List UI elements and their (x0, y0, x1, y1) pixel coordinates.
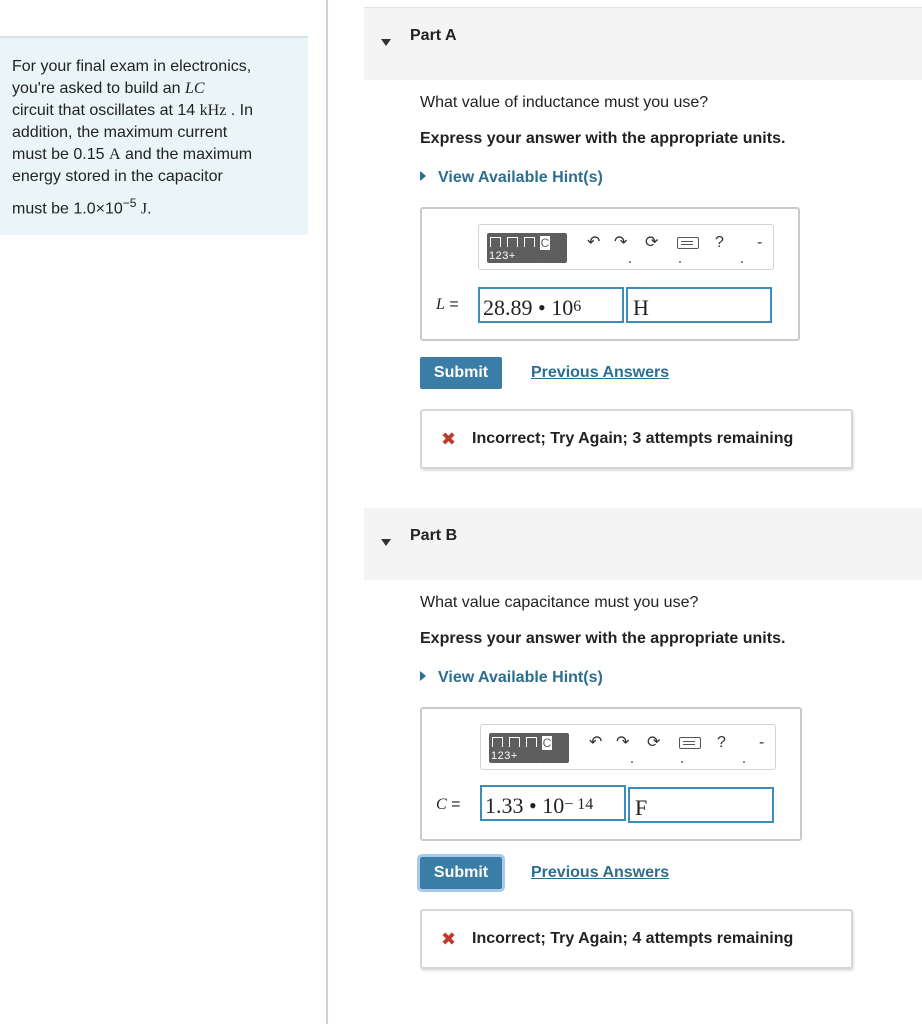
part-a-title: Part A (410, 27, 457, 44)
expand-triangle-icon (420, 671, 426, 681)
part-b-previous-answers-link[interactable]: Previous Answers (531, 864, 670, 881)
intro-line-3: circuit that oscillates at 14 kHz . In (12, 102, 253, 119)
toolbar-dot (741, 261, 743, 263)
part-b-variable-label: C = (436, 796, 461, 813)
expand-triangle-icon (420, 171, 426, 181)
minus-button[interactable]: - (759, 734, 765, 751)
template-cube-icon (507, 237, 518, 247)
toolbar-dot (681, 761, 683, 763)
templates-label: 123+ (491, 750, 518, 762)
toolbar-dot (679, 261, 681, 263)
part-a-variable-label: L = (436, 296, 459, 313)
templates-label: 123+ (489, 250, 516, 262)
help-button[interactable]: ? (717, 734, 726, 751)
hint-label: View Available Hint(s) (438, 669, 603, 686)
collapse-caret-icon[interactable] (381, 539, 391, 546)
math-toolbar (478, 224, 774, 270)
part-b-question: What value capacitance must you use? (420, 594, 699, 611)
part-a-previous-answers-link[interactable]: Previous Answers (531, 364, 670, 381)
templates-button[interactable] (487, 233, 539, 263)
units-button[interactable] (539, 733, 569, 763)
toolbar-dot (629, 261, 631, 263)
part-a-hint-link[interactable] (420, 169, 603, 187)
incorrect-x-icon: ✖ (441, 929, 457, 949)
template-cube-icon (492, 737, 503, 747)
math-toolbar (480, 724, 776, 770)
template-cube-icon (524, 237, 535, 247)
part-b-feedback-text: Incorrect; Try Again; 4 attempts remaining (472, 930, 794, 947)
template-cube-icon (526, 737, 537, 747)
units-button[interactable] (537, 233, 567, 263)
help-button[interactable]: ? (715, 234, 724, 251)
undo-icon[interactable]: ↶ (587, 234, 601, 251)
intro-line-5: must be 0.15 A and the maximum (12, 146, 253, 163)
part-b-answer-box (420, 707, 802, 841)
part-a-instruction: Express your answer with the appropriate units. (420, 130, 786, 147)
reset-icon[interactable]: ⟳ (645, 234, 659, 251)
column-divider (326, 0, 328, 1024)
intro-line-4: addition, the maximum current (12, 124, 228, 141)
part-b-feedback (420, 909, 853, 969)
reset-icon[interactable]: ⟳ (647, 734, 661, 751)
units-label: C (540, 236, 550, 250)
template-cube-icon (509, 737, 520, 747)
collapse-caret-icon[interactable] (381, 39, 391, 46)
intro-line-6: energy stored in the capacitor (12, 168, 223, 185)
part-a-submit-button[interactable]: Submit (420, 357, 502, 389)
hint-label: View Available Hint(s) (438, 169, 603, 186)
incorrect-x-icon: ✖ (441, 429, 457, 449)
part-a-answer-box (420, 207, 800, 341)
undo-icon[interactable]: ↶ (589, 734, 603, 751)
part-a-question: What value of inductance must you use? (420, 94, 709, 111)
part-b-header[interactable] (364, 508, 922, 580)
part-a-feedback-text: Incorrect; Try Again; 3 attempts remaining (472, 430, 794, 447)
part-b-instruction: Express your answer with the appropriate units. (420, 630, 786, 647)
minus-button[interactable]: - (757, 234, 763, 251)
toolbar-dot (743, 761, 745, 763)
intro-line-2: you're asked to build an LC (12, 80, 205, 97)
part-a-header[interactable] (364, 8, 922, 80)
template-cube-icon (490, 237, 501, 247)
redo-icon[interactable]: ↷ (616, 734, 630, 751)
part-a-value-input[interactable]: 28.89 • $10^6$ (478, 287, 624, 323)
problem-intro (0, 36, 308, 235)
part-b-title: Part B (410, 527, 458, 544)
intro-line-7: must be $1.0\times 10^{-5}$ J. (12, 196, 152, 218)
part-b-submit-button[interactable]: Submit (420, 857, 502, 889)
keyboard-icon[interactable] (679, 737, 701, 749)
templates-button[interactable] (489, 733, 541, 763)
units-label: C (542, 736, 552, 750)
part-b-unit-input[interactable]: F (628, 787, 774, 823)
redo-icon[interactable]: ↷ (614, 234, 628, 251)
part-b-value-input[interactable]: 1.33 • $10^{- 14}$ (480, 785, 626, 821)
keyboard-icon[interactable] (677, 237, 699, 249)
intro-line-1: For your final exam in electronics, (12, 58, 252, 75)
part-b-hint-link[interactable] (420, 669, 603, 687)
part-a-feedback (420, 409, 853, 469)
toolbar-dot (631, 761, 633, 763)
part-a-unit-input[interactable]: H (626, 287, 772, 323)
